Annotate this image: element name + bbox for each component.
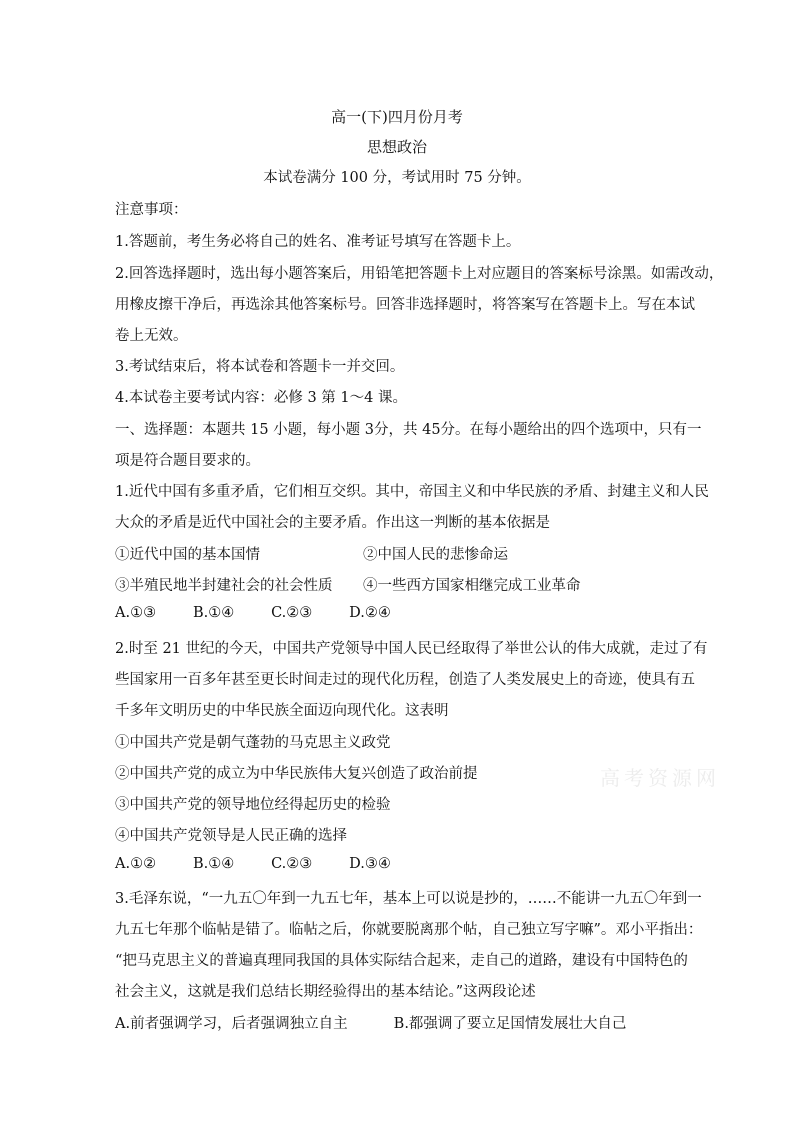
q2-option: ②中国共产党的成立为中华民族伟大复兴创造了政治前提	[115, 766, 478, 782]
q2-option: ①中国共产党是朝气蓬勃的马克思主义政党	[115, 735, 391, 751]
q1-answers: A.①③ B.①④ C.②③ D.②④	[115, 605, 391, 621]
q2-stem: 2.时至 21 世纪的今天，中国共产党领导中国人民已经取得了举世公认的伟大成就，走过了有	[115, 641, 708, 657]
q1-option: ④一些西方国家相继完成工业革命	[363, 578, 581, 594]
section-heading: 一、选择题：本题共 15 小题，每小题 3分，共 45分。在每小题给出的四个选项中，只有一	[115, 422, 702, 438]
section-heading: 项是符合题目要求的。	[115, 453, 260, 469]
notes-item: 3.考试结束后，将本试卷和答题卡一并交回。	[115, 359, 405, 375]
q1-option: ③半殖民地半封建社会的社会性质	[115, 578, 333, 594]
notes-heading: 注意事项：	[115, 202, 188, 218]
q1-option: ②中国人民的悲惨命运	[363, 547, 508, 563]
q2-stem: 些国家用一百多年甚至更长时间走过的现代化历程，创造了人类发展史上的奇迹，使具有五	[115, 672, 695, 688]
watermark: 高考资源网	[600, 766, 720, 790]
notes-item: 4.本试卷主要考试内容：必修 3 第 1～4 课。	[115, 390, 407, 406]
q3-stem: 社会主义，这就是我们总结长期经验得出的基本结论。”这两段论述	[115, 984, 536, 1000]
q3-stem: “把马克思主义的普遍真理同我国的具体实际结合起来，走自己的道路，建设有中国特色的	[115, 953, 688, 969]
q1-option: ①近代中国的基本国情	[115, 547, 260, 563]
exam-info: 本试卷满分 100 分，考试用时 75 分钟。	[263, 170, 531, 186]
notes-item: 卷上无效。	[115, 328, 188, 344]
notes-item: 用橡皮擦干净后，再选涂其他答案标号。回答非选择题时，将答案写在答题卡上。写在本试	[115, 297, 695, 313]
exam-subject: 思想政治	[366, 138, 427, 156]
q2-option: ③中国共产党的领导地位经得起历史的检验	[115, 797, 391, 813]
notes-item: 2.回答选择题时，选出每小题答案后，用铅笔把答题卡上对应题目的答案标号涂黑。如需改动，	[115, 266, 724, 282]
q3-answers: A.前者强调学习，后者强调独立自主 B.都强调了要立足国情发展壮大自己	[115, 1016, 627, 1032]
q3-stem: 3.毛泽东说，“一九五〇年到一九五七年，基本上可以说是抄的，……不能讲一九五〇年到一	[115, 891, 702, 907]
q2-answers: A.①② B.①④ C.②③ D.③④	[115, 856, 391, 872]
exam-title: 高一(下)四月份月考	[331, 108, 463, 126]
q1-stem: 1.近代中国有多重矛盾，它们相互交织。其中，帝国主义和中华民族的矛盾、封建主义和人民	[115, 484, 709, 500]
q3-stem: 九五七年那个临帖是错了。临帖之后，你就要脱离那个帖，自己独立写字嘛”。邓小平指出：	[115, 922, 703, 938]
q2-option: ④中国共产党领导是人民正确的选择	[115, 828, 347, 844]
notes-item: 1.答题前，考生务必将自己的姓名、准考证号填写在答题卡上。	[115, 234, 521, 250]
q2-stem: 千多年文明历史的中华民族全面迈向现代化。这表明	[115, 703, 449, 719]
q1-stem: 大众的矛盾是近代中国社会的主要矛盾。作出这一判断的基本依据是	[115, 515, 550, 531]
